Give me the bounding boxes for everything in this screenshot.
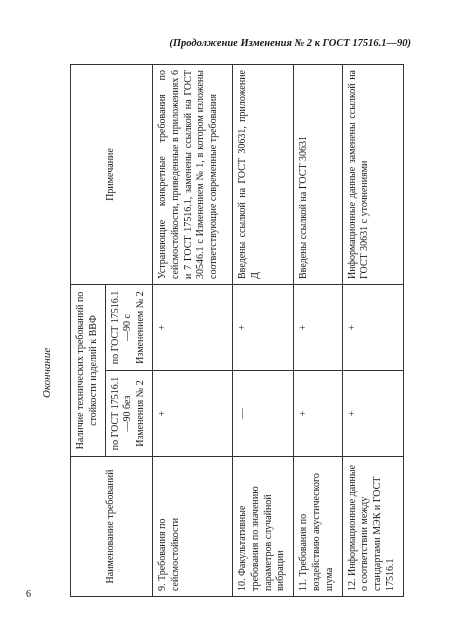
row-note: Устраняющие конкретные требования по сейсмостойкости, приведенные в приложениях 6 и 7 ГОСТ 17516.1, заменены ссылкой на ГОСТ 30546.1 с Изменением № 1, в котором изложены соответствующие современные требования — [152, 65, 232, 285]
header-note: Примечание — [71, 65, 153, 285]
row-requirement: 9. Требования по сейсмостойкости — [152, 457, 232, 597]
row-with: + — [232, 285, 293, 371]
row-without: + — [342, 371, 403, 457]
row-requirement: 12. Информационные данные о соответствии между стандартами МЭК и ГОСТ 17516.1 — [342, 457, 403, 597]
row-without: + — [294, 371, 342, 457]
row-with: + — [294, 285, 342, 371]
row-note: Введены ссылкой на ГОСТ 30631, приложение Д — [232, 65, 293, 285]
row-requirement: 11. Требования по воздействию акустического шума — [294, 457, 342, 597]
table-row — [342, 65, 403, 597]
row-note: Информационные данные заменены ссылкой на ГОСТ 30631 с уточнениями — [342, 65, 403, 285]
requirements-table — [70, 65, 404, 597]
row-without: — — [232, 371, 293, 457]
table-row — [232, 65, 293, 597]
row-note: Введены ссылкой на ГОСТ 30631 — [294, 65, 342, 285]
row-without: + — [152, 371, 232, 457]
header-with-change: по ГОСТ 17516.1—90 с Изменением № 2 — [105, 285, 152, 371]
header-without-change: по ГОСТ 17516.1—90 без Изменения № 2 — [105, 371, 152, 457]
table-row — [152, 65, 232, 597]
row-with: + — [152, 285, 232, 371]
header-availability-group: Наличие технических требований по стойкости изделий к ВВФ — [71, 285, 106, 457]
table-row — [294, 65, 342, 597]
page-number: 6 — [26, 589, 31, 600]
row-with: + — [342, 285, 403, 371]
continued-label: Окончание — [41, 347, 53, 398]
row-requirement: 10. Факультативные требования по значению параметров случайной вибрации — [232, 457, 293, 597]
header-requirement: Наименование требований — [71, 457, 153, 597]
running-head: (Продолжение Изменения № 2 к ГОСТ 17516.1—90) — [169, 38, 411, 49]
